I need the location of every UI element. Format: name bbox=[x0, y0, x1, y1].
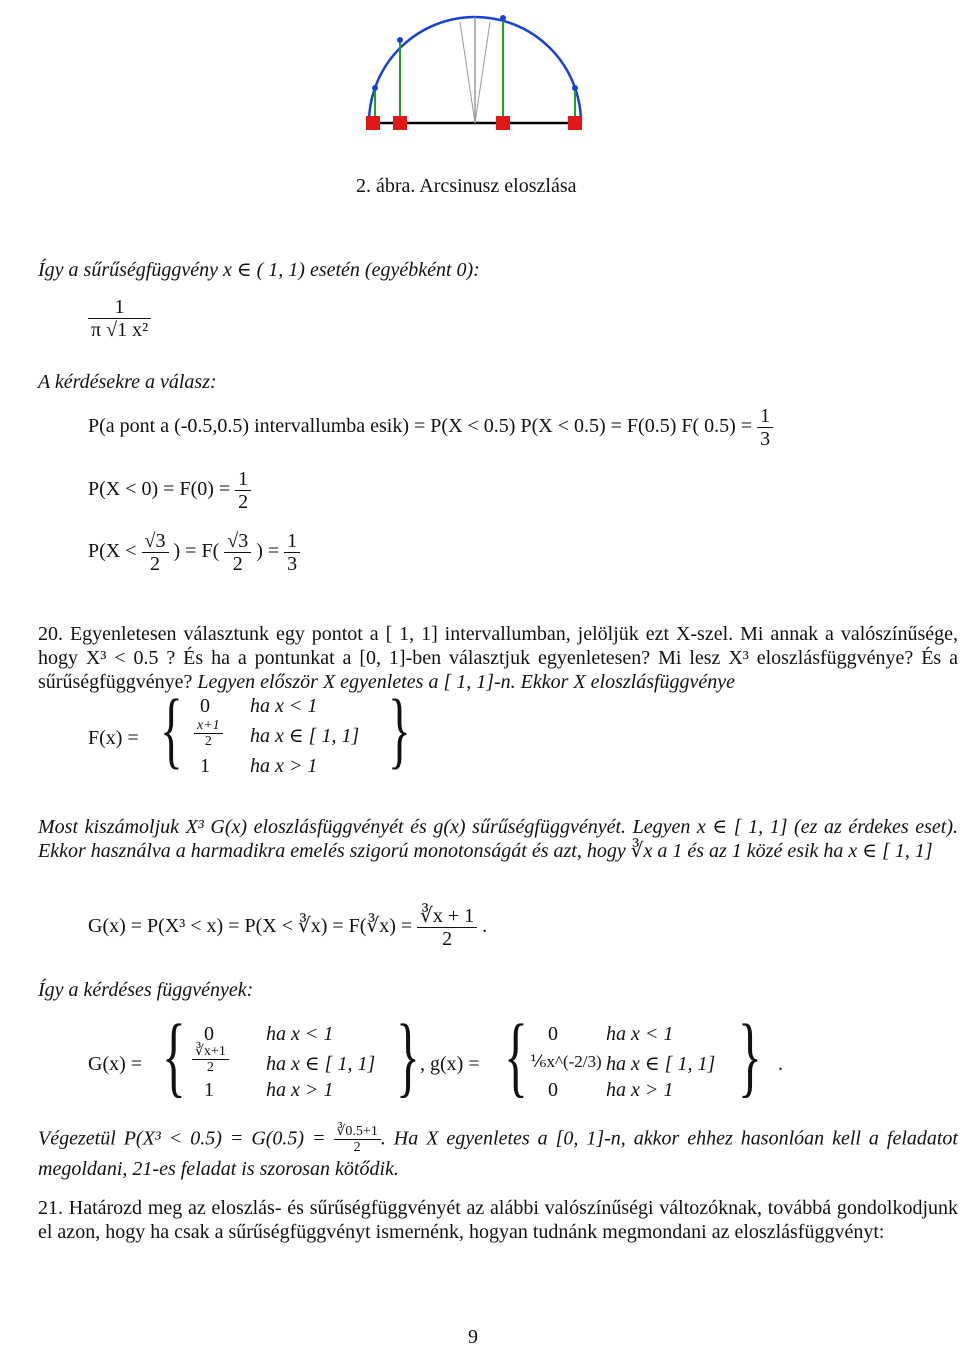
g-right-brace: } bbox=[738, 1007, 762, 1106]
Fx-row-2-num: x+1 bbox=[194, 718, 223, 734]
G-row-2-num: ∛x+1 bbox=[192, 1044, 229, 1060]
Fx-row-3-val: 1 bbox=[200, 755, 210, 777]
problem-20-solution-start: Legyen először X egyenletes a [ 1, 1]-n. Ekkor X eloszlásfüggvénye bbox=[192, 671, 736, 693]
Fx-row-1-val: 0 bbox=[200, 695, 210, 717]
problem-21 bbox=[38, 1196, 958, 1244]
eq3-frac3-den: 3 bbox=[287, 553, 298, 575]
final-num: ∛0.5+1 bbox=[334, 1124, 381, 1140]
equation-2-fraction bbox=[235, 468, 251, 513]
Gx-eq-den: 2 bbox=[442, 928, 453, 950]
density-fraction bbox=[88, 296, 151, 341]
eq2-den: 2 bbox=[238, 491, 249, 513]
final-den: 2 bbox=[353, 1140, 361, 1156]
problem-21-number: 21. bbox=[38, 1197, 63, 1219]
equation-1-lhs: P(a pont a (-0.5,0.5) intervallumba esik) = P(X < 0.5) P(X < 0.5) = F(0.5) F( 0.5) = bbox=[88, 415, 758, 438]
G-g-cases bbox=[88, 1007, 868, 1118]
eq3-a: P(X < bbox=[88, 540, 142, 563]
eq3-frac3-num: 1 bbox=[284, 530, 300, 553]
G-lhs: G(x) = bbox=[88, 1053, 143, 1075]
G-row-1-cond: ha x < 1 bbox=[266, 1023, 334, 1045]
eq3-frac2-den: 2 bbox=[232, 553, 243, 575]
eq1-den: 3 bbox=[760, 428, 771, 450]
eq3-frac3 bbox=[284, 530, 300, 575]
page-number: 9 bbox=[468, 1326, 478, 1348]
eq3-frac2 bbox=[224, 530, 251, 575]
answers-heading: A kérdésekre a válasz: bbox=[38, 371, 217, 393]
eq3-c: ) = bbox=[256, 540, 285, 563]
functions-heading: Így a kérdéses függvények: bbox=[38, 979, 254, 1001]
Fx-right-brace: } bbox=[388, 681, 411, 777]
Fx-row-2-cond: ha x ∈ [ 1, 1] bbox=[250, 725, 360, 747]
eq2-num: 1 bbox=[235, 468, 251, 491]
final-fraction bbox=[334, 1124, 381, 1156]
eq3-frac2-num: √3 bbox=[224, 530, 251, 553]
g-row-3-cond: ha x > 1 bbox=[606, 1079, 674, 1101]
problem-20-number: 20. bbox=[38, 623, 63, 645]
equation-3 bbox=[88, 530, 300, 575]
Fx-row-1-cond: ha x < 1 bbox=[250, 695, 318, 717]
equation-1 bbox=[88, 405, 773, 450]
Gx-equation-tail: . bbox=[482, 915, 488, 938]
arcsine-figure bbox=[355, 0, 595, 135]
density-intro: Így a sűrűségfüggvény x ∈ ( 1, 1) esetén (egyébként 0): bbox=[38, 259, 480, 281]
density-numerator: 1 bbox=[88, 296, 151, 319]
G-left-brace: { bbox=[162, 1007, 186, 1106]
figure-caption: 2. ábra. Arcsinusz eloszlása bbox=[356, 175, 577, 197]
G-row-2-val bbox=[192, 1044, 229, 1076]
G-row-2-fraction bbox=[192, 1044, 229, 1076]
g-row-2-val: ⅙x^(-2/3) bbox=[530, 1052, 602, 1071]
final-text: Végezetül P(X³ < 0.5) = G(0.5) = bbox=[38, 1127, 334, 1150]
eq1-num: 1 bbox=[757, 405, 773, 428]
final-paragraph bbox=[38, 1124, 958, 1182]
eq3-frac1 bbox=[142, 530, 169, 575]
arcsine-figure-svg bbox=[355, 0, 595, 135]
Fx-row-2-fraction bbox=[194, 718, 223, 750]
g-tail: . bbox=[778, 1053, 783, 1075]
Fx-row-2-val bbox=[194, 718, 223, 750]
G-row-3-val: 1 bbox=[204, 1079, 214, 1101]
eq3-frac1-num: √3 bbox=[142, 530, 169, 553]
eq3-frac1-den: 2 bbox=[150, 553, 160, 575]
Gx-equation-fraction bbox=[417, 905, 477, 950]
paragraph-G-derivation bbox=[38, 815, 958, 863]
g-row-3-val: 0 bbox=[548, 1079, 558, 1101]
Gx-equation-lhs: G(x) = P(X³ < x) = P(X < ∛x) = F(∛x) = bbox=[88, 915, 418, 938]
g-left-brace: { bbox=[504, 1007, 528, 1106]
G-row-2-den: 2 bbox=[206, 1060, 214, 1076]
Fx-definition bbox=[88, 681, 411, 785]
Fx-row-3-cond: ha x > 1 bbox=[250, 755, 318, 777]
eq3-b: ) = F( bbox=[173, 540, 220, 563]
problem-21-text: Határozd meg az eloszlás- és sűrűségfüggvényét az alábbi valószínűségi változóknak, továbbá gondolkodjunk el azon, hogy ha csak a sűrűségfüggvényt ismernénk, hogyan tudnánk megmondani az eloszlásfüggvényt: bbox=[38, 1197, 958, 1243]
equation-2-lhs: P(X < 0) = F(0) = bbox=[88, 478, 236, 501]
G-right-brace: } bbox=[396, 1007, 420, 1106]
density-formula bbox=[88, 296, 151, 341]
g-row-2-cond: ha x ∈ [ 1, 1] bbox=[606, 1053, 716, 1075]
paragraph-G-derivation-text: Most kiszámoljuk X³ G(x) eloszlásfüggvényét és g(x) sűrűségfüggvényét. Legyen x ∈ [ 1, 1] (ez az érdekes eset). Ekkor használva a harmadikra emelés szigorú monotonságát és azt, hogy ∛x a 1 és az 1 közé esik ha x ∈ [ 1, 1] bbox=[38, 816, 958, 862]
Fx-lhs: F(x) = bbox=[88, 727, 139, 749]
g-row-1-cond: ha x < 1 bbox=[606, 1023, 674, 1045]
Fx-left-brace: { bbox=[160, 681, 183, 777]
g-lhs: , g(x) = bbox=[420, 1053, 480, 1075]
Gx-eq-num: ∛x + 1 bbox=[417, 905, 477, 928]
g-row-1-val: 0 bbox=[548, 1023, 558, 1045]
G-row-3-cond: ha x > 1 bbox=[266, 1079, 334, 1101]
Fx-row-2-den: 2 bbox=[204, 734, 212, 750]
Gx-equation bbox=[88, 905, 487, 950]
problem-20-text: Egyenletesen választunk egy pontot a [ 1, 1] intervallumban, jelöljük ezt X-szel. Mi annak a valószínűsége, hogy X³ < 0.5 ? És ha a pontunkat a [0, 1]-ben választjuk egyenletesen? Mi lesz X³ eloszlásfüggvénye? És a sűrűségfüggvénye? bbox=[38, 623, 959, 693]
G-row-2-cond: ha x ∈ [ 1, 1] bbox=[266, 1053, 376, 1075]
G-row-1-val: 0 bbox=[204, 1023, 214, 1045]
equation-1-fraction bbox=[757, 405, 773, 450]
final-rest: . Ha X egyenletes a [0, 1]-n, akkor ehhez hasonlóan kell a feladatot megoldani, 21-es feladat is szorosan kötődik. bbox=[38, 1127, 958, 1180]
density-denominator: π √1 x² bbox=[91, 319, 149, 341]
equation-2 bbox=[88, 468, 251, 513]
